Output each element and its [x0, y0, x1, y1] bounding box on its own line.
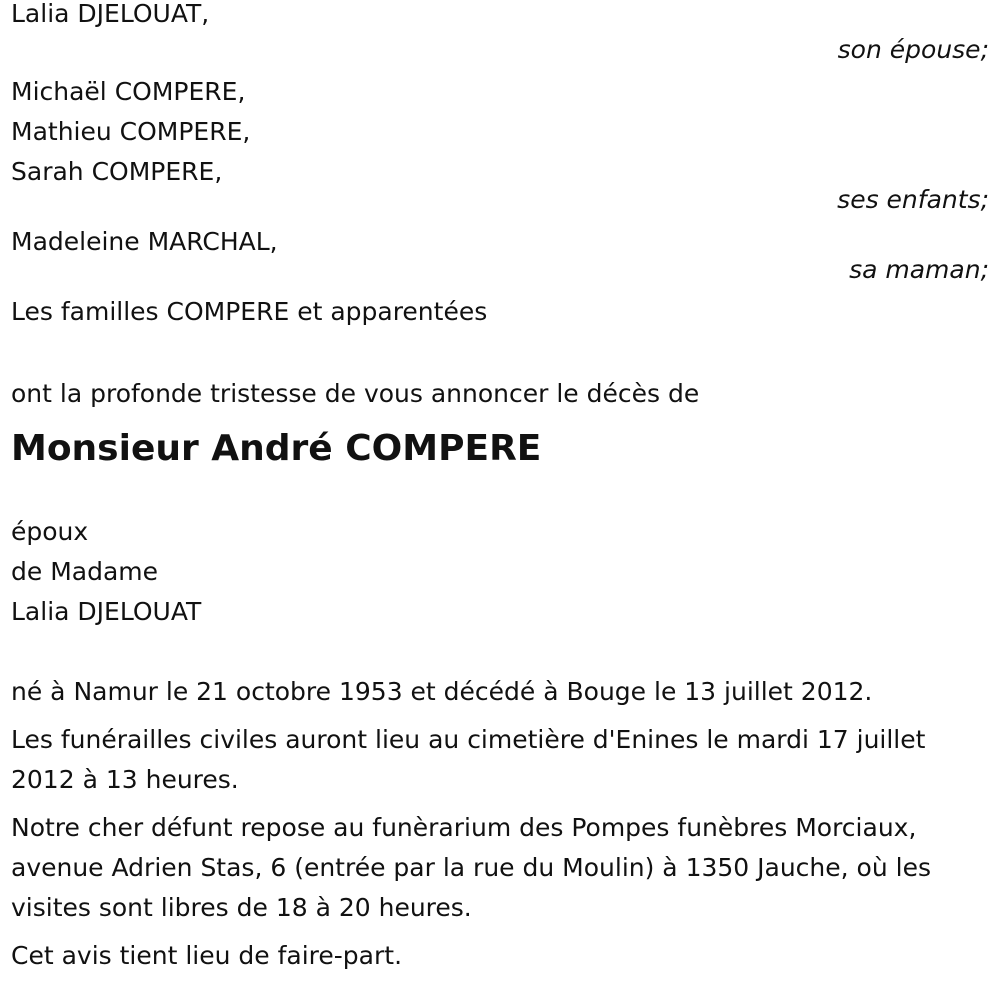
spouse-role: son épouse;: [837, 35, 989, 64]
families-line: Les familles COMPERE et apparentées: [11, 297, 488, 326]
obituary-notice: [11, 0, 991, 984]
spouse-name: Lalia DJELOUAT,: [11, 0, 210, 28]
spacer: [11, 632, 991, 672]
child-name: Michaël COMPERE,: [11, 77, 246, 106]
mother-name: Madeleine MARCHAL,: [11, 227, 278, 256]
mother-role: sa maman;: [849, 255, 989, 284]
deceased-name: Monsieur André COMPERE: [11, 428, 542, 469]
rest-text: Notre cher défunt repose au funèrarium des Pompes funèbres Morciaux, avenue Adrien Stas, 6 (entrée par la rue du Moulin) à 1350 Jauche, où les visites sont libres de 18 à 20 heures.: [11, 813, 931, 922]
funeral-text: Les funérailles civiles auront lieu au cimetière d'Enines le mardi 17 juillet 2012 à 13 heures.: [11, 725, 926, 794]
spacer: [11, 332, 991, 374]
spacer: [11, 472, 991, 512]
relation-line: époux: [11, 517, 89, 546]
child-name: Sarah COMPERE,: [11, 157, 223, 186]
notice-text: Cet avis tient lieu de faire-part.: [11, 941, 403, 970]
children-role: ses enfants;: [837, 185, 989, 214]
relation-line: Lalia DJELOUAT: [11, 597, 202, 626]
birth-death-text: né à Namur le 21 octobre 1953 et décédé à Bouge le 13 juillet 2012.: [11, 677, 873, 706]
relation-line: de Madame: [11, 557, 159, 586]
announcement-text: ont la profonde tristesse de vous annoncer le décès de: [11, 379, 700, 408]
child-name: Mathieu COMPERE,: [11, 117, 251, 146]
